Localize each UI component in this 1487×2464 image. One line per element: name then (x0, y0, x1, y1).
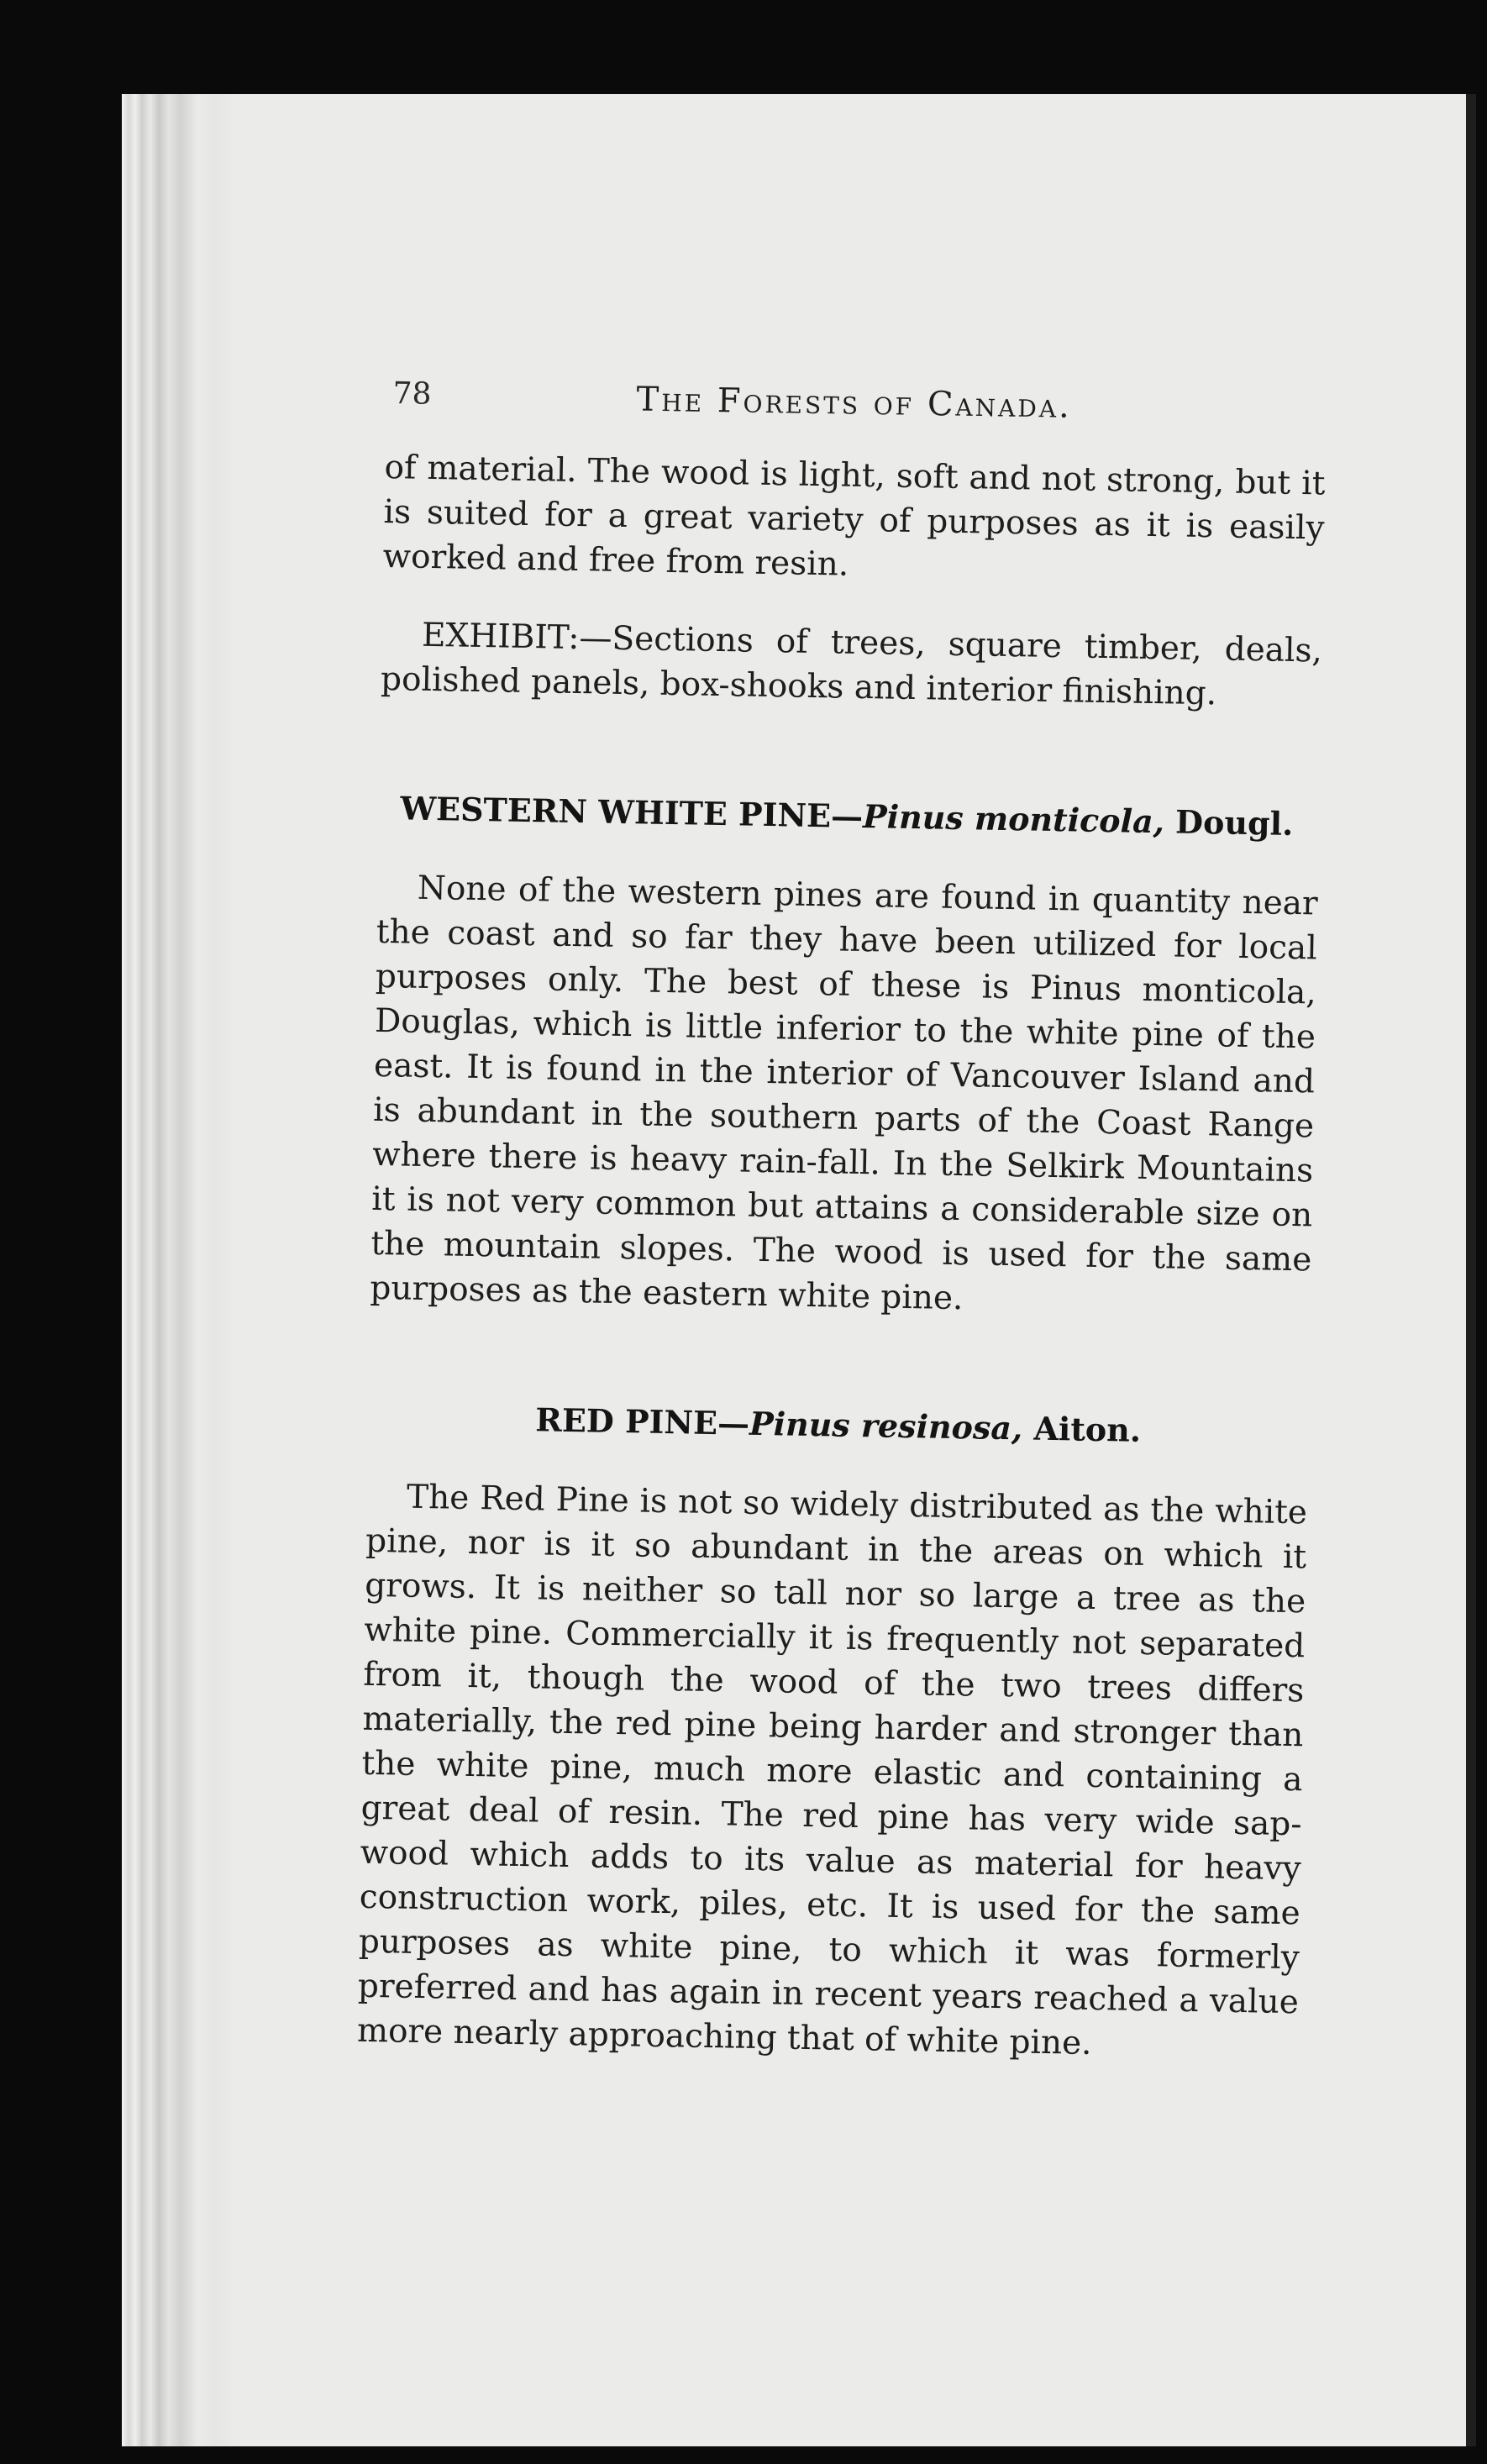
paragraph-western-white-pine: None of the western pines are found in quantity near the coast and so far they have been utilized for local purposes only. The best of these is Pinus monticola, Douglas, which is little inferior to the white pine of the east. It is found in the interior of Vancouver Island and is abundant in the southern parts of the Coast Range where there is heavy rain-fall. In the Selkirk Mountains it is not very common but attains a considerable size on the mountain slopes. The wood is used for the same purposes as the eastern white pine. (370, 869, 1319, 1318)
paragraph-continuation: of material. The wood is light, soft and not strong, but it is suited for a great variety of purposes as it is easily worked and free from resin. (382, 448, 1326, 584)
heading-latin-name: Pinus resinosa, (749, 1404, 1023, 1447)
running-title: The Forests of Canada. (636, 380, 1073, 426)
page-text (357, 445, 1326, 2069)
heading-name: RED PINE— (534, 1400, 750, 1442)
heading-author: Aiton. (1022, 1409, 1142, 1449)
paragraph-red-pine: The Red Pine is not so widely distributed as the white pine, nor is it so abundant in the areas on which it grows. It is neither so tall nor so large a tree as the white pine. Commercially it is frequently not separated from it, though the wood of the two trees differs materially, the red pine being harder and stronger than the white pine, much more elastic and containing a great deal of resin. The red pine has very wide sap-wood which adds to its value as material for heavy construction work, piles, etc. It is used for the same purposes as white pine, to which it was formerly preferred and has again in recent years reached a value more nearly approaching that of white pine. (356, 1478, 1308, 2062)
page-right-edge (1466, 94, 1476, 2446)
heading-name: WESTERN WHITE PINE— (400, 789, 864, 835)
paragraph-exhibit: EXHIBIT:—Sections of trees, square timber, deals, polished panels, box-shooks and interior finishing. (380, 616, 1323, 713)
heading-latin-name: Pinus monticola, (862, 797, 1165, 841)
heading-author: Dougl. (1164, 802, 1294, 843)
page-number: 78 (392, 376, 432, 412)
page-binding-edge (122, 94, 235, 2446)
